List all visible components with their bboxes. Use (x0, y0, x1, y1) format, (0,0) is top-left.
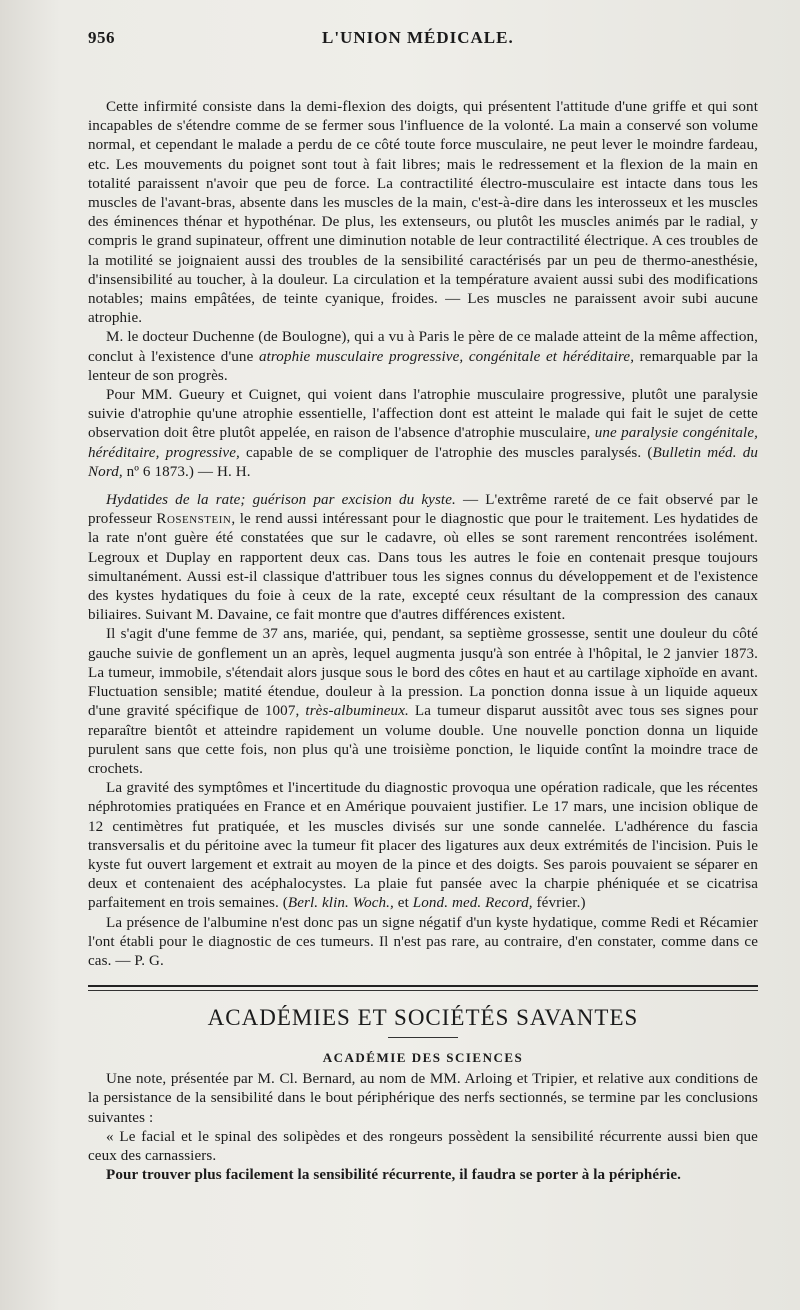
page-header (88, 28, 758, 68)
paragraph: Une note, présentée par M. Cl. Bernard, au nom de MM. Arloing et Tripier, et relative aux conditions de la persistance de la sensibilité dans le bout périphérique des nerfs sectionnés, se termine par les conclusions suivantes : (88, 1071, 758, 1126)
paragraph: Il s'agit d'une femme de 37 ans, mariée, qui, pendant, sa septième grossesse, sentit une douleur du côté gauche suivie de gonflement un an après, lequel augmenta jusqu'à son entrée à l'hôpital, le 2 janvier 1873. La tumeur, immobile, s'étendait alors jusque sous le bord des côtes en haut et au cartilage xiphoïde en avant. Fluctuation sensible; matité étendue, douleur à la pression. La ponction donna issue à un liquide aqueux d'une gravité spécifique de 1007, très-albumineux. La tumeur disparut aussitôt avec tous ses signes pour reparaître bientôt et atteindre rapidement un volume double. Une nouvelle ponction donna un liquide purulent sans que cette fois, non plus qu'à une troisième ponction, le liquide contînt la moindre trace de crochets. (88, 626, 758, 777)
paragraph: Hydatides de la rate; guérison par excision du kyste. — L'extrême rareté de ce fait observé par le professeur Rosenstein, le rend aussi intéressant pour le diagnostic que pour le traitement. Les hydatides de la rate n'ont guère été constatées que sur le cadavre, où elles se sont rarement rencontrées isolément. Legroux et Duplay en rapportent deux cas. Dans tous les autres le foie en contenait presque toujours simultanément. Aussi est-il classique d'attribuer tous les signes connus du développement et de l'existence des kystes hydatiques du foie à ceux de la rate, excepté ceux résultant de la compression des canaux biliaires. Suivant M. Davaine, ce fait montre que d'autres différences existent. (88, 492, 758, 624)
paragraph: « Le facial et le spinal des solipèdes et des rongeurs possèdent la sensibilité récurrente aussi bien que ceux des carnassiers. (88, 1128, 758, 1164)
paragraph: La gravité des symptômes et l'incertitude du diagnostic provoqua une opération radicale, que les récentes néphrotomies pratiquées en France et en Amérique pouvaient justifier. Le 17 mars, une incision oblique de 12 centimètres fut pratiquée, et les muscles divisés sur une sonde cannelée. L'adhérence du fascia transversalis et du péritoine avec la tumeur fit placer des ligatures aux deux extrémités de l'incision. Puis le kyste fut ouvert largement et extrait au moyen de la pince et des doigts. Ses parois pouvaient se séparer en deux et contenaient des acéphalocystes. La plaie fut pansée avec la charpie phéniquée et se cicatrisa parfaitement en trois semaines. (Berl. klin. Woch., et Lond. med. Record, février.) (88, 780, 758, 912)
paragraph: La présence de l'albumine n'est donc pas un signe négatif d'un kyste hydatique, comme Redi et Récamier l'ont établi pour le diagnostic de ces tumeurs. Il n'est pas rare, au contraire, d'en constater, comme dans ce cas. — P. G. (88, 914, 758, 969)
section-title: ACADÉMIES ET SOCIÉTÉS SAVANTES (207, 1005, 639, 1031)
journal-title: L'UNION MÉDICALE. (322, 28, 514, 47)
emphasis: atrophie musculaire progressive, congénitale et héréditaire, (258, 348, 635, 365)
paragraph: Pour trouver plus facilement la sensibilité récurrente, il faudra se porter à la périphérie. (106, 1167, 681, 1184)
article-title: Hydatides de la rate; guérison par excision du kyste. (106, 492, 456, 509)
citation: Bulletin méd. du Nord, (88, 444, 758, 480)
article-atrophie (88, 98, 758, 482)
paragraph: M. le docteur Duchenne (de Boulogne), qui a vu à Paris le père de ce malade atteint de la même affection, conclut à l'existence d'une atrophie musculaire progressive, congénitale et héréditaire, remarquable par la lenteur de son progrès. (88, 329, 759, 384)
emphasis: très-albumineux. (305, 703, 409, 720)
citation: Lond. med. Record, (412, 895, 533, 912)
citation: Berl. klin. Woch., (287, 895, 394, 912)
title-rule (388, 1037, 458, 1038)
subsection-title: ACADÉMIE DES SCIENCES (322, 1050, 524, 1066)
emphasis: une paralysie congénitale, héréditaire, progressive, (88, 425, 758, 461)
page-number: 956 (88, 28, 115, 47)
paragraph: Cette infirmité consiste dans la demi-flexion des doigts, qui présentent l'attitude d'une griffe et qui sont incapables de s'étendre comme de se fermer sous l'influence de la volonté. La main a conservé son volume normal, et cependant le malade a perdu de ce côté toute force musculaire, ne peut lever le moindre fardeau, etc. Les mouvements du poignet sont tout à fait libres; mais le redressement et la flexion de la main en totalité paraissent n'avoir que peu de force. La contractilité électro-musculaire est intacte dans tous les muscles de l'avant-bras, absente dans les muscles de la main, c'est-à-dire dans les interosseux et les muscles des éminences thénar et hypothénar. De plus, les extenseurs, ou plutôt les muscles animés par le radial, y compris le grand supinateur, offrent une diminution notable de leur contractilité électrique. A ces troubles de la motilité se joignaient aussi des troubles de la sensibilité caractérisés par un peu de thermo-anesthésie, d'insensibilité au toucher, à la douleur. La circulation et la température avaient aussi subi des modifications notables; mains empâtées, de teinte cyanique, froides. — Les muscles ne paraissent avoir subi aucune atrophie. (88, 99, 758, 327)
article-hydatides (88, 491, 758, 971)
paragraph: Pour MM. Gueury et Cuignet, qui voient dans l'atrophie musculaire progressive, plutôt une paralysie suivie d'atrophie qu'une atrophie essentielle, l'affection dont est atteint le malade qui fait le sujet de cette observation doit être plutôt appelée, en raison de l'absence d'atrophie musculaire, une paralysie congénitale, héréditaire, progressive, capable de se compliquer de l'atrophie des muscles paralysés. (Bulletin méd. du Nord, nº 6 1873.) — H. H. (88, 387, 758, 480)
section-divider (88, 985, 758, 987)
author-name: Rosenstein (156, 511, 232, 528)
section-divider (88, 990, 758, 991)
